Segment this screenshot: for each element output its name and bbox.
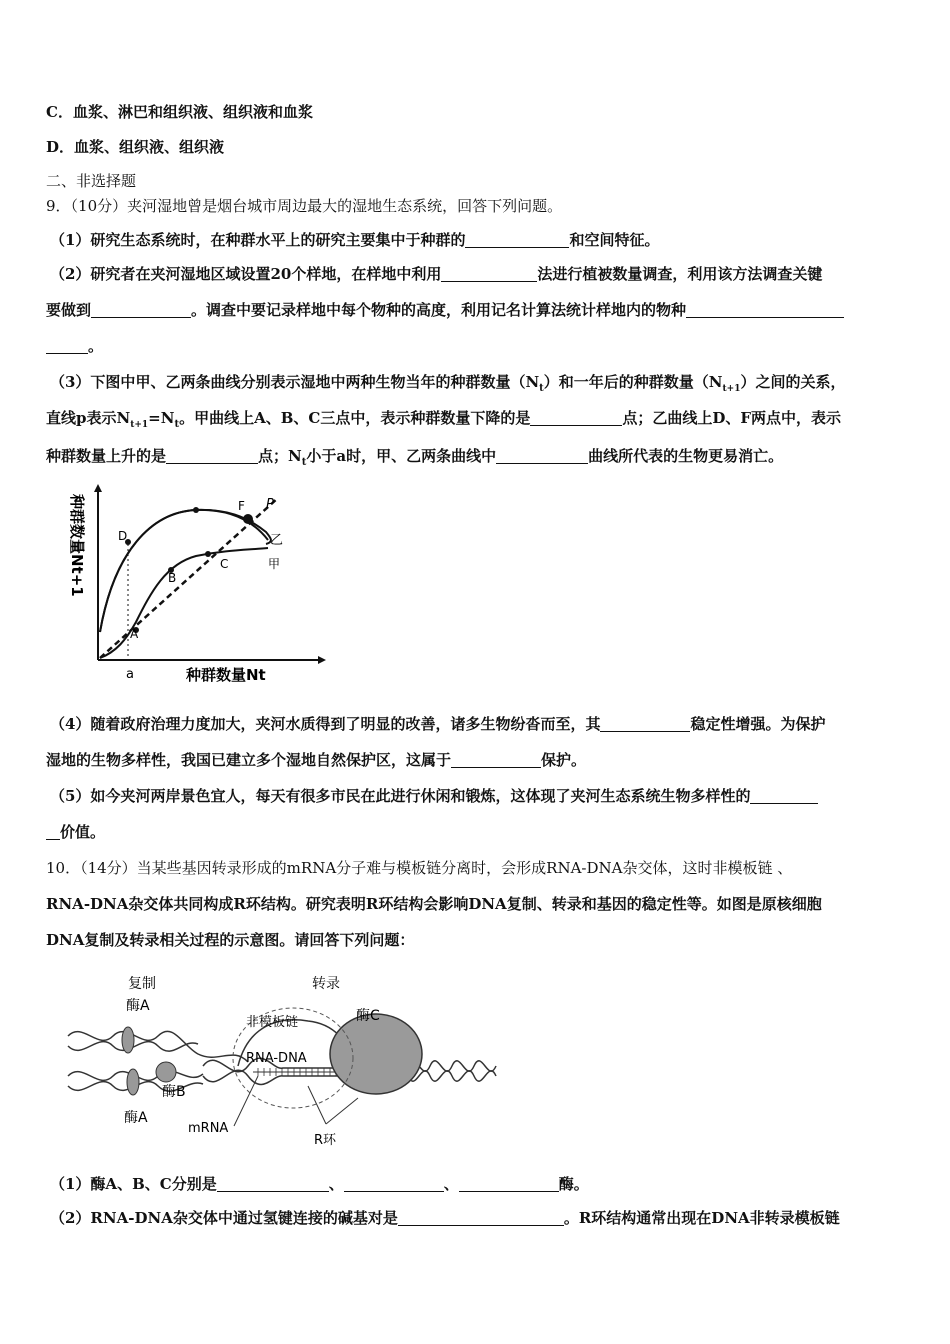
enzyme-a-bottom-shape (127, 1069, 139, 1095)
label-mrna: mRNA (188, 1121, 229, 1136)
answer-blank[interactable] (217, 1175, 329, 1192)
mrna-pointer (234, 1076, 258, 1126)
enzyme-c-shape (330, 1014, 422, 1094)
q9-stem: 9．（10分）夹河湿地曾是烟台城市周边最大的湿地生态系统，回答下列问题。 (46, 197, 563, 215)
answer-blank[interactable] (600, 715, 690, 732)
label-enzyme-c: 酶C (356, 1008, 380, 1024)
answer-blank[interactable] (46, 337, 88, 354)
enzyme-b-shape (156, 1062, 176, 1082)
label-r-loop: R环 (314, 1133, 337, 1148)
q9-part3: （3）下图中甲、乙两条曲线分别表示湿地中两种生物当年的种群数量$(N_t)$和一年后的种群数量$(N_{t+1})$之间的关系， (50, 373, 846, 394)
label-enzyme-a-bottom: 酶A (124, 1110, 148, 1126)
label-d-point: D (118, 529, 128, 543)
dna-helix-right-2 (408, 1071, 496, 1081)
label-tick-a: a (126, 667, 134, 682)
q9-part2-cont: 要做到 。调查中要记录样地中每个物种的高度，利用记名计算法统计样地内的物种 (46, 300, 844, 320)
label-f-point: F (238, 499, 245, 513)
section-title: 二、非选择题 (46, 172, 137, 190)
label-c-point: C (220, 557, 229, 571)
q10-part1: （1）酶A、B、C分别是 、 、 酶。 (50, 1175, 589, 1193)
answer-blank[interactable] (496, 447, 588, 464)
answer-blank[interactable] (750, 787, 818, 804)
y-axis-label: 种群数量Nt+1 (68, 494, 86, 597)
q9-part3-line3: 种群数量上升的是 点；$N_t$小于a时，甲、乙两条曲线中 曲线所代表的生物更易消亡。 (46, 447, 784, 468)
label-curve-yi: 乙 (270, 533, 284, 548)
q9-part4-cont: 湿地的生物多样性，我国已建立多个湿地自然保护区，这属于 保护。 (46, 751, 587, 769)
curve-peak-marker (193, 507, 199, 513)
q10-stem-3: DNA复制及转录相关过程的示意图。请回答下列问题： (46, 931, 415, 949)
x-axis-arrow (318, 656, 326, 664)
answer-blank[interactable] (530, 409, 622, 426)
population-graph (56, 482, 326, 692)
y-axis-arrow (94, 484, 102, 492)
answer-blank[interactable] (344, 1175, 444, 1192)
x-axis-label: 种群数量Nt (186, 666, 266, 684)
q9-part2-end: 。 (46, 336, 103, 356)
q9-part3-line2: 直线p表示$N_{t+1}=N_t$。甲曲线上A、B、C三点中，表示种群数量下降的是 点；乙曲线上D、F两点中，表示 (46, 409, 842, 430)
q10-stem-2: RNA-DNA杂交体共同构成R环结构。研究表明R环结构会影响DNA复制、转录和基因的稳定性等。如图是原核细胞 (46, 895, 822, 913)
point-f-marker (243, 514, 253, 524)
label-line-p: P (266, 497, 274, 512)
q9-part4: （4）随着政府治理力度加大，夹河水质得到了明显的改善，诸多生物纷沓而至，其 稳定性增强。为保护 (50, 715, 826, 733)
label-rna-dna: RNA-DNA (246, 1051, 307, 1066)
label-enzyme-b: 酶B (162, 1084, 186, 1100)
dna-replication-transcription-diagram (58, 966, 508, 1156)
label-transcription: 转录 (312, 976, 340, 992)
answer-blank[interactable] (459, 1175, 559, 1192)
label-curve-jia: 甲 (268, 557, 281, 571)
answer-blank[interactable] (91, 301, 191, 318)
answer-blank[interactable] (46, 823, 60, 840)
q9-part2: （2）研究者在夹河湿地区域设置20个样地，在样地中利用 法进行植被数量调查，利用该方法调查关键 (50, 265, 823, 283)
answer-blank[interactable] (398, 1209, 564, 1226)
enzyme-a-top-shape (122, 1027, 134, 1053)
q9-part5: （5）如今夹河两岸景色宜人，每天有很多市民在此进行休闲和锻炼，这体现了夹河生态系统生物多样性的 (50, 786, 818, 806)
answer-blank[interactable] (686, 301, 844, 318)
answer-blank[interactable] (166, 447, 258, 464)
q9-part1: （1）研究生态系统时，在种群水平上的研究主要集中于种群的 和空间特征。 (50, 231, 660, 249)
q8-option-d: D．血浆、组织液、组织液 (46, 138, 225, 156)
q10-part2: （2）RNA-DNA杂交体中通过氢键连接的碱基对是 。R环结构通常出现在DNA非转录模板链 (50, 1209, 840, 1227)
point-c-marker (205, 551, 211, 557)
answer-blank[interactable] (451, 751, 541, 768)
answer-blank[interactable] (441, 265, 537, 282)
q8-option-c: C．血浆、淋巴和组织液、组织液和血浆 (46, 103, 313, 121)
label-enzyme-a-top: 酶A (126, 998, 150, 1014)
label-replication: 复制 (128, 976, 156, 992)
label-a-point: A (130, 627, 139, 641)
r-loop-pointer-1 (308, 1086, 326, 1124)
q10-stem-1: 10．（14分）当某些基因转录形成的mRNA分子难与模板链分离时，会形成RNA-DNA杂交体，这时非模板链 、 (46, 859, 793, 877)
label-b-point: B (168, 571, 177, 585)
curve-jia (100, 548, 268, 658)
q9-part5-end: 价值。 (46, 822, 105, 842)
label-non-template: 非模板链 (246, 1015, 299, 1030)
answer-blank[interactable] (465, 231, 569, 248)
r-loop-pointer-2 (326, 1098, 358, 1124)
